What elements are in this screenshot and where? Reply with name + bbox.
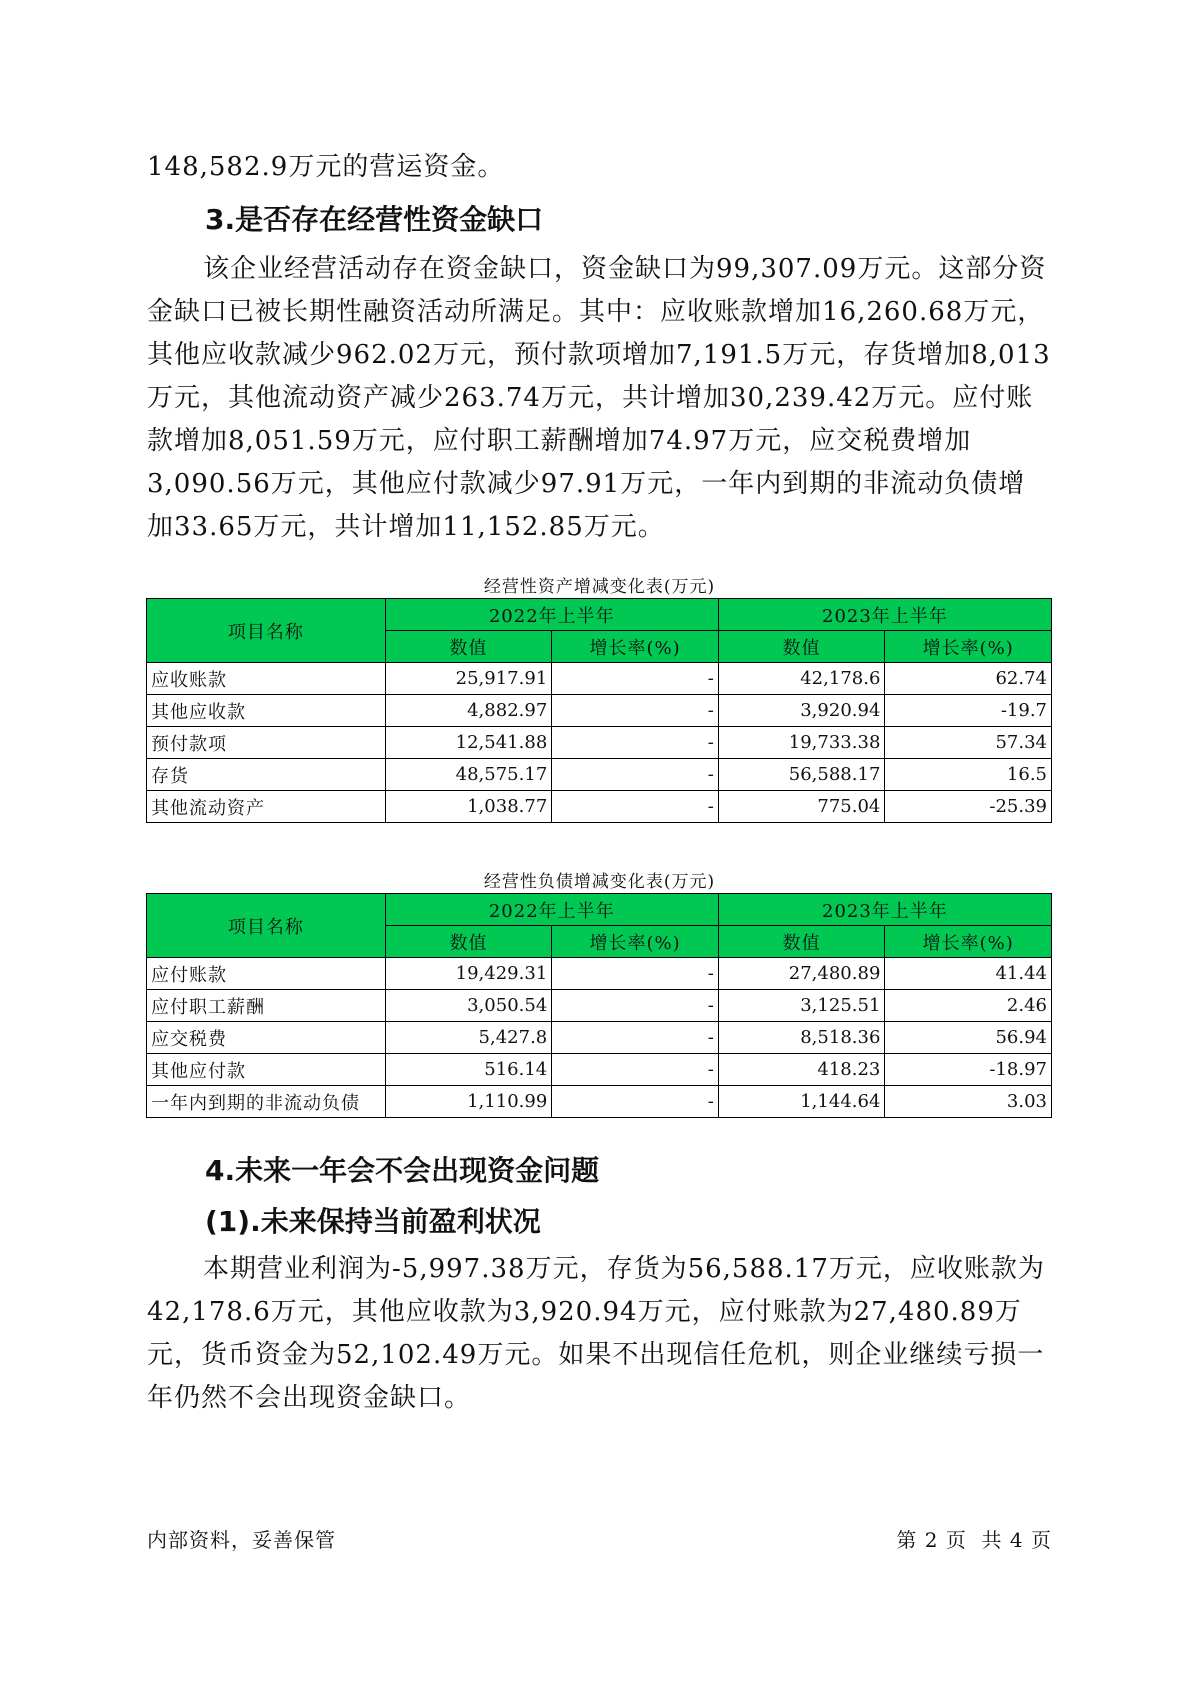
value-2022: 12,541.88 [385, 727, 552, 759]
table1-value-header-2022: 数值 [385, 631, 552, 663]
table-row [147, 990, 1052, 1022]
row-name: 预付款项 [147, 727, 386, 759]
rate-2023: -18.97 [885, 1054, 1052, 1086]
table2-rate-header-2023: 增长率(%) [885, 926, 1052, 958]
value-2022: 1,110.99 [385, 1086, 552, 1118]
rate-2023: 56.94 [885, 1022, 1052, 1054]
operating-assets-table [146, 598, 1052, 823]
table-row [147, 663, 1052, 695]
rate-2023: -25.39 [885, 791, 1052, 823]
rate-2022: - [552, 759, 719, 791]
table1-header-row [147, 599, 1052, 631]
value-2023: 42,178.6 [718, 663, 885, 695]
footer-page-number: 第 2 页 共 4 页 [896, 1528, 1052, 1552]
table2-value-header-2023: 数值 [718, 926, 885, 958]
row-name: 其他应付款 [147, 1054, 386, 1086]
value-2022: 4,882.97 [385, 695, 552, 727]
value-2023: 418.23 [718, 1054, 885, 1086]
table2-name-header: 项目名称 [147, 894, 386, 958]
table-row [147, 1022, 1052, 1054]
table1-period1-header: 2022年上半年 [385, 599, 718, 631]
value-2022: 1,038.77 [385, 791, 552, 823]
table2-caption: 经营性负债增减变化表(万元) [483, 872, 716, 892]
table1-name-header: 项目名称 [147, 599, 386, 663]
table-row [147, 958, 1052, 990]
table-row [147, 791, 1052, 823]
rate-2023: 16.5 [885, 759, 1052, 791]
row-name: 应收账款 [147, 663, 386, 695]
row-name: 其他流动资产 [147, 791, 386, 823]
table2-value-header-2022: 数值 [385, 926, 552, 958]
row-name: 存货 [147, 759, 386, 791]
rate-2022: - [552, 1086, 719, 1118]
value-2022: 5,427.8 [385, 1022, 552, 1054]
rate-2022: - [552, 663, 719, 695]
table2-rate-header-2022: 增长率(%) [552, 926, 719, 958]
paragraph-carryover: 148,582.9万元的营运资金。 [147, 152, 505, 182]
table1-value-header-2023: 数值 [718, 631, 885, 663]
value-2023: 27,480.89 [718, 958, 885, 990]
rate-2023: 62.74 [885, 663, 1052, 695]
rate-2023: 41.44 [885, 958, 1052, 990]
rate-2022: - [552, 1022, 719, 1054]
value-2023: 3,125.51 [718, 990, 885, 1022]
rate-2023: -19.7 [885, 695, 1052, 727]
value-2023: 8,518.36 [718, 1022, 885, 1054]
row-name: 应付职工薪酬 [147, 990, 386, 1022]
table-row [147, 695, 1052, 727]
heading-section-3: 3.是否存在经营性资金缺口 [205, 203, 544, 236]
table2-period2-header: 2023年上半年 [718, 894, 1051, 926]
table2-period1-header: 2022年上半年 [385, 894, 718, 926]
value-2023: 1,144.64 [718, 1086, 885, 1118]
rate-2022: - [552, 791, 719, 823]
value-2023: 56,588.17 [718, 759, 885, 791]
table-row [147, 1086, 1052, 1118]
rate-2023: 3.03 [885, 1086, 1052, 1118]
row-name: 应交税费 [147, 1022, 386, 1054]
row-name: 应付账款 [147, 958, 386, 990]
value-2022: 516.14 [385, 1054, 552, 1086]
row-name: 一年内到期的非流动负债 [147, 1086, 386, 1118]
heading-section-4-1: (1).未来保持当前盈利状况 [205, 1205, 541, 1238]
heading-section-4: 4.未来一年会不会出现资金问题 [205, 1154, 600, 1187]
table-row [147, 727, 1052, 759]
value-2023: 775.04 [718, 791, 885, 823]
value-2023: 19,733.38 [718, 727, 885, 759]
table1-rate-header-2023: 增长率(%) [885, 631, 1052, 663]
operating-liabilities-table [146, 893, 1052, 1118]
row-name: 其他应收款 [147, 695, 386, 727]
value-2022: 3,050.54 [385, 990, 552, 1022]
rate-2022: - [552, 990, 719, 1022]
rate-2023: 2.46 [885, 990, 1052, 1022]
rate-2023: 57.34 [885, 727, 1052, 759]
value-2022: 48,575.17 [385, 759, 552, 791]
rate-2022: - [552, 1054, 719, 1086]
table2-header-row [147, 894, 1052, 926]
table1-rate-header-2022: 增长率(%) [552, 631, 719, 663]
rate-2022: - [552, 695, 719, 727]
table-row [147, 1054, 1052, 1086]
value-2023: 3,920.94 [718, 695, 885, 727]
table1-caption: 经营性资产增减变化表(万元) [483, 577, 716, 597]
table-row [147, 759, 1052, 791]
table1-period2-header: 2023年上半年 [718, 599, 1051, 631]
value-2022: 19,429.31 [385, 958, 552, 990]
rate-2022: - [552, 727, 719, 759]
paragraph-funding-gap: 该企业经营活动存在资金缺口，资金缺口为99,307.09万元。这部分资金缺口已被长期性融资活动所满足。其中：应收账款增加16,260.68万元，其他应收款减少962.02万元，预付款项增加7,191.5万元，存货增加8,013万元，其他流动资产减少263.74万元，共计增加30,239.42万元。应付账款增加8,051.59万元，应付职工薪酬增加74.97万元，应交税费增加3,090.56万元，其他应付款减少97.91万元，一年内到期的非流动负债增加33.65万元，共计增加11,152.85万元。 [147, 254, 1051, 542]
rate-2022: - [552, 958, 719, 990]
paragraph-profit-status: 本期营业利润为-5,997.38万元，存货为56,588.17万元，应收账款为42,178.6万元，其他应收款为3,920.94万元，应付账款为27,480.89万元，货币资金为52,102.49万元。如果不出现信任危机，则企业继续亏损一年仍然不会出现资金缺口。 [147, 1254, 1045, 1413]
value-2022: 25,917.91 [385, 663, 552, 695]
footer-confidential-note: 内部资料，妥善保管 [147, 1528, 336, 1552]
